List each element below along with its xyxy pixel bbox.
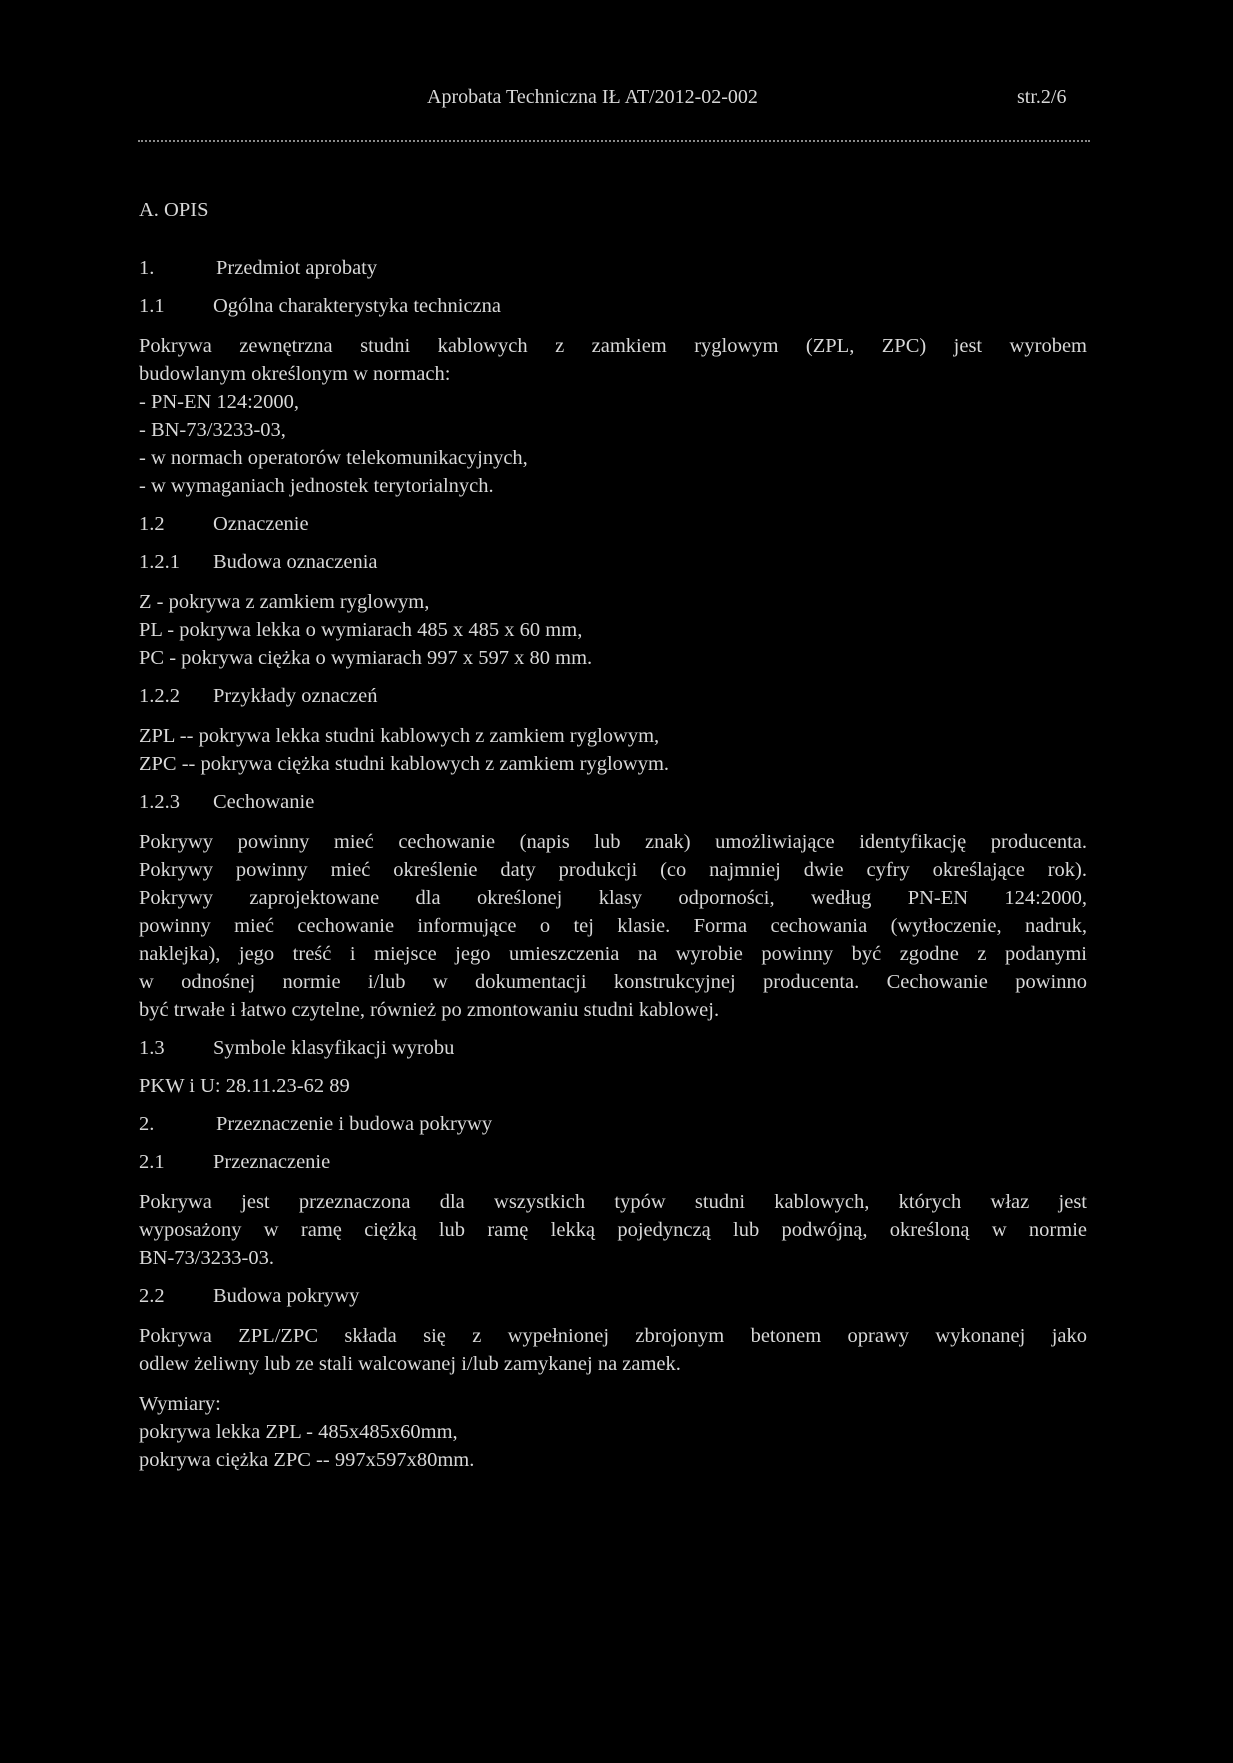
document-title: Aprobata Techniczna IŁ AT/2012-02-002 <box>427 86 758 108</box>
section-number: 1.2.3 <box>139 791 180 813</box>
paragraph-line: Pokrywy powinny mieć cechowanie (napis lub znak) umożliwiające identyfikację producenta. <box>139 831 1087 853</box>
list-item: PL - pokrywa lekka o wymiarach 485 x 485 x 60 mm, <box>139 619 583 641</box>
section-number: 1.2 <box>139 513 165 535</box>
paragraph-line: Pokrywa zewnętrzna studni kablowych z zamkiem ryglowym (ZPL, ZPC) jest wyrobem <box>139 335 1087 357</box>
examples-list <box>139 722 1087 778</box>
paragraph-line: w odnośnej normie i/lub w dokumentacji konstrukcyjnej producenta. Cechowanie powinno <box>139 971 1087 993</box>
page-header <box>0 86 1233 116</box>
paragraph-line: Pokrywy zaprojektowane dla określonej klasy odporności, według PN-EN 124:2000, <box>139 887 1087 909</box>
list-item: ZPC -- pokrywa ciężka studni kablowych z zamkiem ryglowym. <box>139 753 670 775</box>
marking-paragraph <box>139 828 1087 1024</box>
list-item: Z - pokrywa z zamkiem ryglowym, <box>139 591 430 613</box>
section-title: Cechowanie <box>213 791 315 813</box>
paragraph-line: budowlanym określonym w normach: <box>139 363 451 385</box>
list-item: pokrywa lekka ZPL - 485x485x60mm, <box>139 1421 458 1443</box>
section-1-2-1-heading <box>139 548 1087 576</box>
header-divider <box>138 140 1090 142</box>
page-number: str.2/6 <box>1017 86 1067 108</box>
paragraph-line: Pokrywy powinny mieć określenie daty produkcji (co najmniej dwie cyfry określające rok). <box>139 859 1087 881</box>
dimensions-block <box>139 1390 1087 1474</box>
section-number: 2.1 <box>139 1151 165 1173</box>
document-body <box>139 196 1087 1474</box>
section-1-1-heading <box>139 292 1087 320</box>
paragraph-line: Pokrywa ZPL/ZPC składa się z wypełnionej zbrojonym betonem oprawy wykonanej jako <box>139 1325 1087 1347</box>
paragraph-line: naklejka), jego treść i miejsce jego umieszczenia na wyrobie powinny być zgodne z podanymi <box>139 943 1087 965</box>
section-2-heading <box>139 1110 1087 1138</box>
section-2-2-heading <box>139 1282 1087 1310</box>
section-title: Budowa oznaczenia <box>213 551 378 573</box>
list-item: ZPL -- pokrywa lekka studni kablowych z zamkiem ryglowym, <box>139 725 660 747</box>
section-number: 1.3 <box>139 1037 165 1059</box>
paragraph-line: BN-73/3233-03. <box>139 1247 274 1269</box>
list-item: PC - pokrywa ciężka o wymiarach 997 x 597 x 80 mm. <box>139 647 593 669</box>
list-item: - w wymaganiach jednostek terytorialnych. <box>139 475 494 497</box>
section-number: 2.2 <box>139 1285 165 1307</box>
purpose-paragraph <box>139 1188 1087 1272</box>
section-1-1-paragraph <box>139 332 1087 388</box>
section-title: Przeznaczenie <box>213 1151 331 1173</box>
list-item: - w normach operatorów telekomunikacyjnych, <box>139 447 528 469</box>
list-item: - PN-EN 124:2000, <box>139 391 300 413</box>
section-title: Oznaczenie <box>213 513 309 535</box>
list-item: - BN-73/3233-03, <box>139 419 286 441</box>
construction-paragraph <box>139 1322 1087 1378</box>
section-title: Symbole klasyfikacji wyrobu <box>213 1037 455 1059</box>
section-title: Przedmiot aprobaty <box>216 257 378 279</box>
section-1-3-heading <box>139 1034 1087 1062</box>
paragraph-line: odlew żeliwny lub ze stali walcowanej i/lub zamykanej na zamek. <box>139 1353 681 1375</box>
classification-code: PKW i U: 28.11.23-62 89 <box>139 1075 350 1097</box>
dimensions-label: Wymiary: <box>139 1393 221 1415</box>
section-title: Przeznaczenie i budowa pokrywy <box>216 1113 493 1135</box>
section-1-heading <box>139 254 1087 282</box>
standards-list <box>139 388 1087 500</box>
section-1-2-heading <box>139 510 1087 538</box>
paragraph-line: być trwałe i łatwo czytelne, również po zmontowaniu studni kablowej. <box>139 999 720 1021</box>
section-number: 1.2.1 <box>139 551 180 573</box>
section-a-heading: A. OPIS <box>139 199 209 221</box>
section-title: Budowa pokrywy <box>213 1285 360 1307</box>
section-number: 1. <box>139 257 155 279</box>
section-title: Przykłady oznaczeń <box>213 685 378 707</box>
section-number: 2. <box>139 1113 155 1135</box>
section-2-1-heading <box>139 1148 1087 1176</box>
section-1-2-2-heading <box>139 682 1087 710</box>
section-title: Ogólna charakterystyka techniczna <box>213 295 502 317</box>
list-item: pokrywa ciężka ZPC -- 997x597x80mm. <box>139 1449 475 1471</box>
section-number: 1.1 <box>139 295 165 317</box>
designation-list <box>139 588 1087 672</box>
paragraph-line: wyposażony w ramę ciężką lub ramę lekką pojedynczą lub podwójną, określoną w normie <box>139 1219 1087 1241</box>
paragraph-line: Pokrywa jest przeznaczona dla wszystkich typów studni kablowych, których właz jest <box>139 1191 1087 1213</box>
section-1-2-3-heading <box>139 788 1087 816</box>
section-number: 1.2.2 <box>139 685 180 707</box>
paragraph-line: powinny mieć cechowanie informujące o tej klasie. Forma cechowania (wytłoczenie, nadruk, <box>139 915 1087 937</box>
